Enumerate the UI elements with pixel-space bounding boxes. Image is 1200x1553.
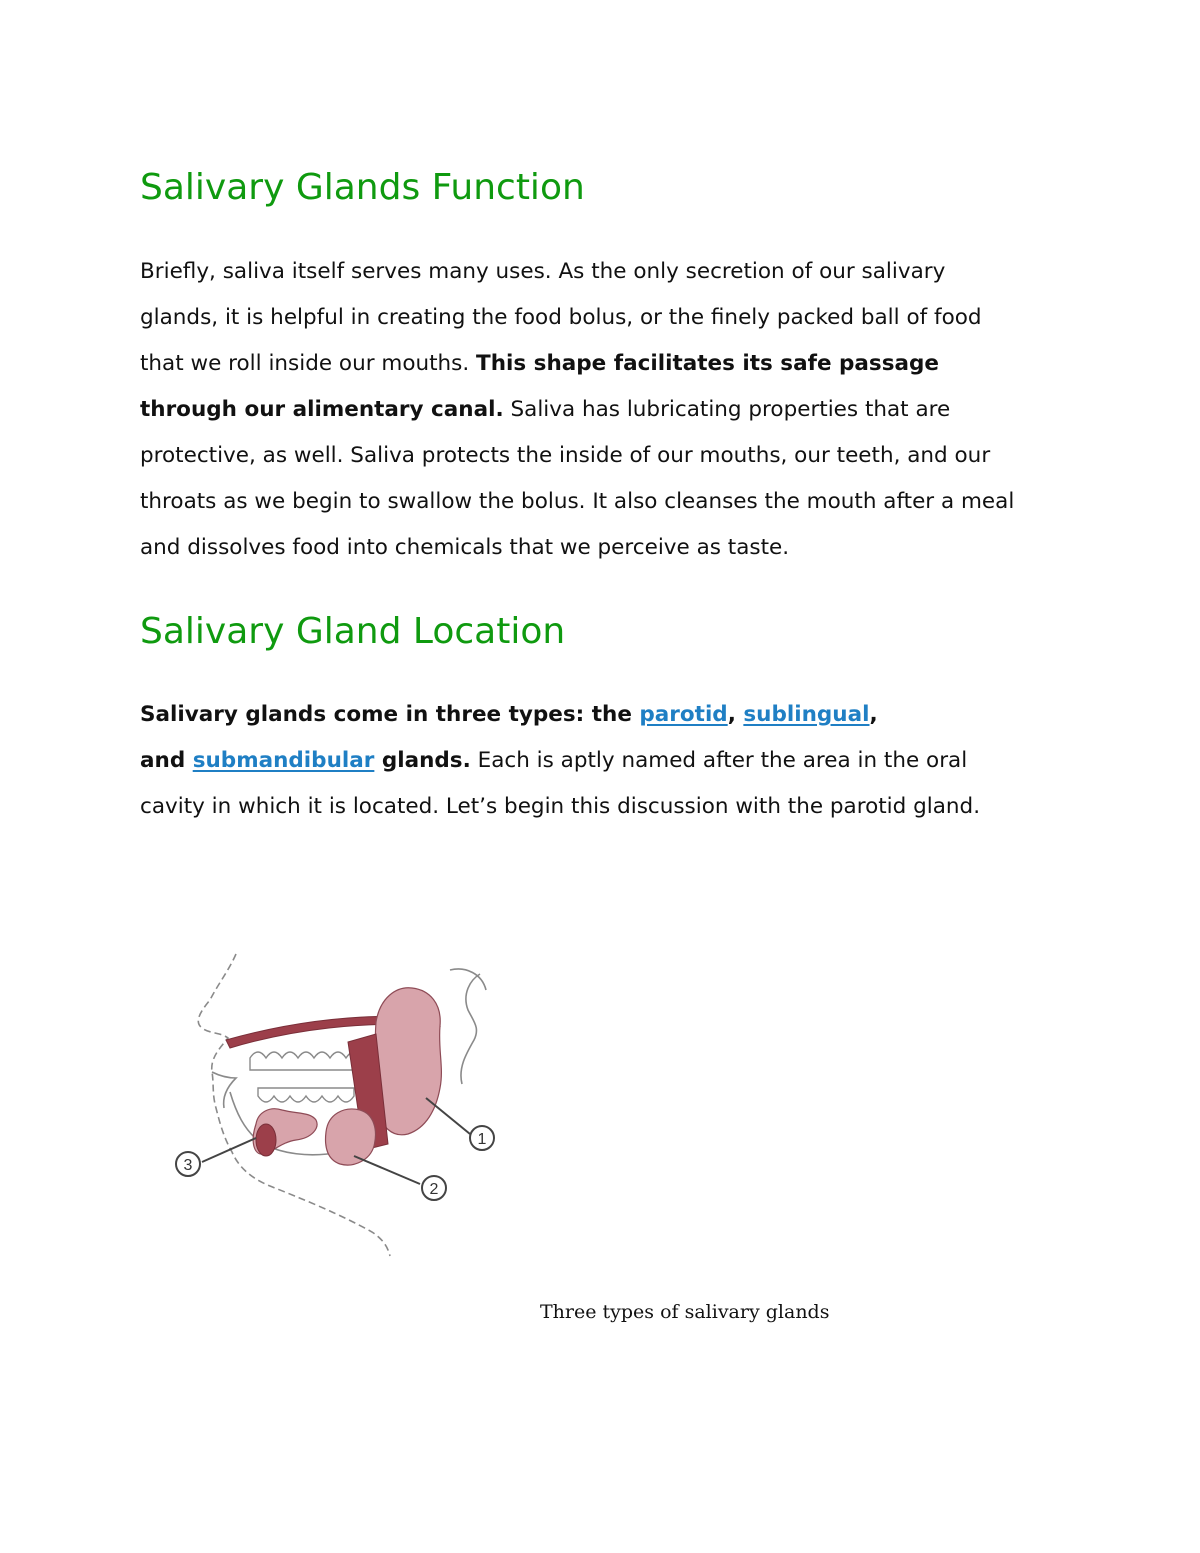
parotid-gland — [375, 988, 441, 1135]
paragraph-function — [140, 249, 1080, 571]
salivary-glands-diagram — [140, 862, 540, 1282]
text-line: glands, it is helpful in creating the food bolus, or the finely packed ball of food — [140, 305, 982, 330]
ear-outline — [461, 974, 480, 1084]
upper-teeth — [250, 1052, 362, 1070]
text-line: that we roll inside our mouths. This shape facilitates its safe passage — [140, 351, 940, 376]
text-line: through our alimentary canal. Saliva has lubricating properties that are — [140, 397, 951, 422]
text-line: and submandibular glands. Each is aptly named after the area in the oral — [140, 748, 968, 773]
link-parotid[interactable]: parotid — [639, 702, 728, 727]
heading-salivary-gland-location: Salivary Gland Location — [140, 611, 566, 652]
sublingual-duct-opening — [256, 1124, 276, 1156]
callout-line-3 — [202, 1138, 256, 1162]
callout-label-3: 3 — [183, 1157, 193, 1174]
text-line: Salivary glands come in three types: the parotid, sublingual, — [140, 702, 878, 727]
link-submandibular[interactable]: submandibular — [192, 748, 375, 773]
text-line: and dissolves food into chemicals that we perceive as taste. — [140, 535, 790, 560]
figure-caption: Three types of salivary glands — [540, 1301, 830, 1323]
paragraph-location — [140, 692, 1080, 830]
text-line: Briefly, saliva itself serves many uses. As the only secretion of our salivary — [140, 259, 946, 284]
text-line: throats as we begin to swallow the bolus. It also cleanses the mouth after a meal — [140, 489, 1015, 514]
salivary-glands-figure — [140, 862, 540, 1282]
text-line: protective, as well. Saliva protects the inside of our mouths, our teeth, and our — [140, 443, 991, 468]
lower-teeth — [258, 1088, 354, 1102]
lip-outline — [212, 1072, 236, 1108]
submandibular-gland — [326, 1109, 376, 1165]
link-sublingual[interactable]: sublingual — [743, 702, 870, 727]
callout-line-2 — [354, 1156, 420, 1184]
callout-label-2: 2 — [429, 1181, 439, 1198]
callout-line-1 — [426, 1098, 470, 1134]
text-line: cavity in which it is located. Let’s begin this discussion with the parotid gland. — [140, 794, 981, 819]
bold-phrase: This shape facilitates its safe passage — [476, 351, 940, 376]
bold-phrase: through our alimentary canal. — [140, 397, 504, 422]
callout-label-1: 1 — [477, 1131, 487, 1148]
heading-salivary-glands-function: Salivary Glands Function — [140, 167, 585, 208]
